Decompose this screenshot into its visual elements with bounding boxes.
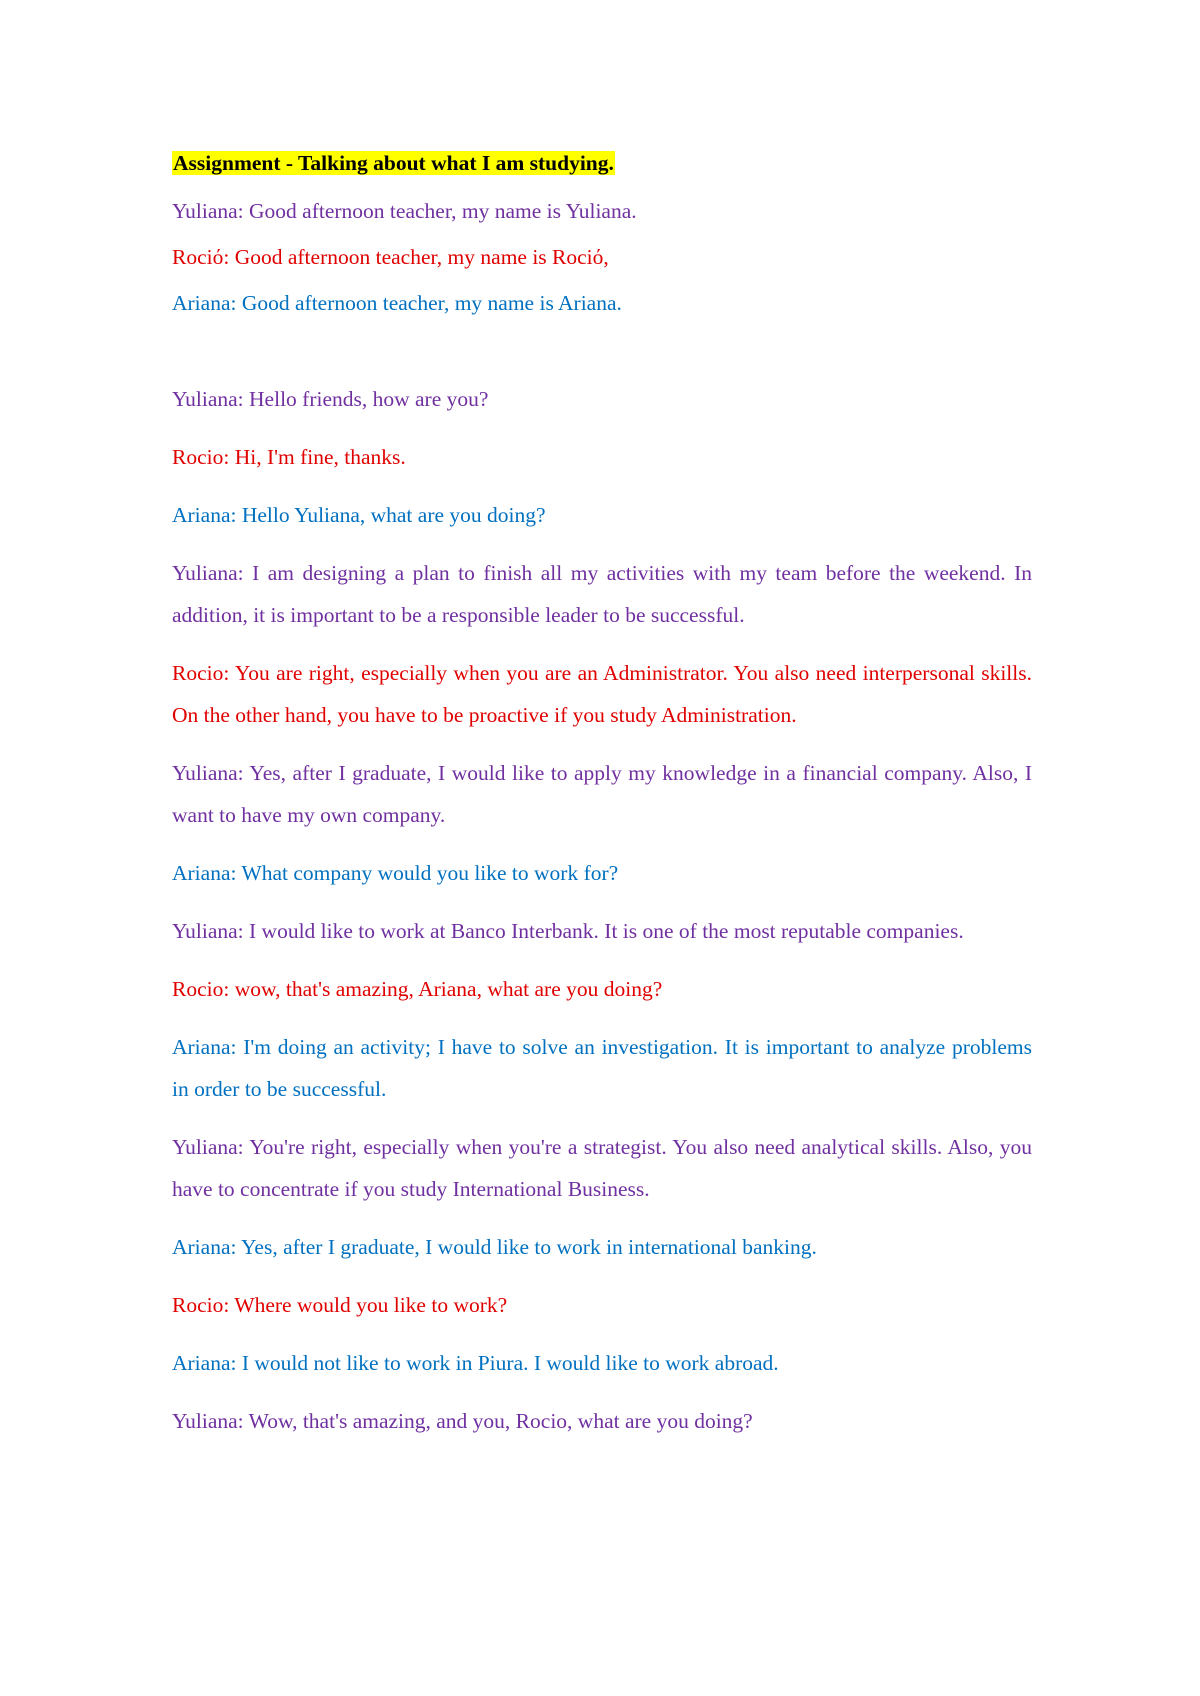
highlighted-title-text: Assignment - Talking about what I am studying. bbox=[173, 151, 614, 175]
intro-line-rocio: Rociό: Good afternoon teacher, my name is Rociό, bbox=[172, 245, 609, 269]
dialogue-line: Rocio: wow, that's amazing, Ariana, what are you doing? bbox=[172, 977, 663, 1001]
intro-line-yuliana: Yuliana: Good afternoon teacher, my name is Yuliana. bbox=[172, 199, 637, 223]
dialogue-line: Ariana: Hello Yuliana, what are you doing? bbox=[172, 503, 546, 527]
paragraph-gap bbox=[172, 326, 1032, 378]
dialogue-line: Rocio: You are right, especially when you are an Administrator. You also need interpersonal skills. On the other hand, you have to be proactive if you study Administration. bbox=[172, 661, 1032, 727]
dialogue-line: Ariana: I'm doing an activity; I have to solve an investigation. It is important to analyze problems in order to be successful. bbox=[172, 1035, 1032, 1101]
dialogue-line: Yuliana: I am designing a plan to finish all my activities with my team before the weekend. In addition, it is important to be a responsible leader to be successful. bbox=[172, 561, 1032, 627]
document-body bbox=[172, 142, 1032, 1458]
dialogue-line: Ariana: I would not like to work in Piura. I would like to work abroad. bbox=[172, 1351, 779, 1375]
dialogue-line: Rocio: Hi, I'm fine, thanks. bbox=[172, 445, 406, 469]
dialogue-line: Yuliana: You're right, especially when you're a strategist. You also need analytical skills. Also, you have to concentrate if you study International Business. bbox=[172, 1135, 1032, 1201]
dialogue-line: Rocio: Where would you like to work? bbox=[172, 1293, 508, 1317]
document-title bbox=[172, 142, 1032, 184]
dialogue-line: Yuliana: Wow, that's amazing, and you, Rocio, what are you doing? bbox=[172, 1409, 753, 1433]
dialogue-line: Ariana: Yes, after I graduate, I would like to work in international banking. bbox=[172, 1235, 817, 1259]
dialogue-line: Yuliana: I would like to work at Banco Interbank. It is one of the most reputable companies. bbox=[172, 919, 964, 943]
dialogue-line: Yuliana: Yes, after I graduate, I would like to apply my knowledge in a financial company. Also, I want to have my own company. bbox=[172, 761, 1032, 827]
intro-line-ariana: Ariana: Good afternoon teacher, my name is Ariana. bbox=[172, 291, 622, 315]
dialogue-line: Ariana: What company would you like to work for? bbox=[172, 861, 619, 885]
dialogue-line: Yuliana: Hello friends, how are you? bbox=[172, 387, 489, 411]
